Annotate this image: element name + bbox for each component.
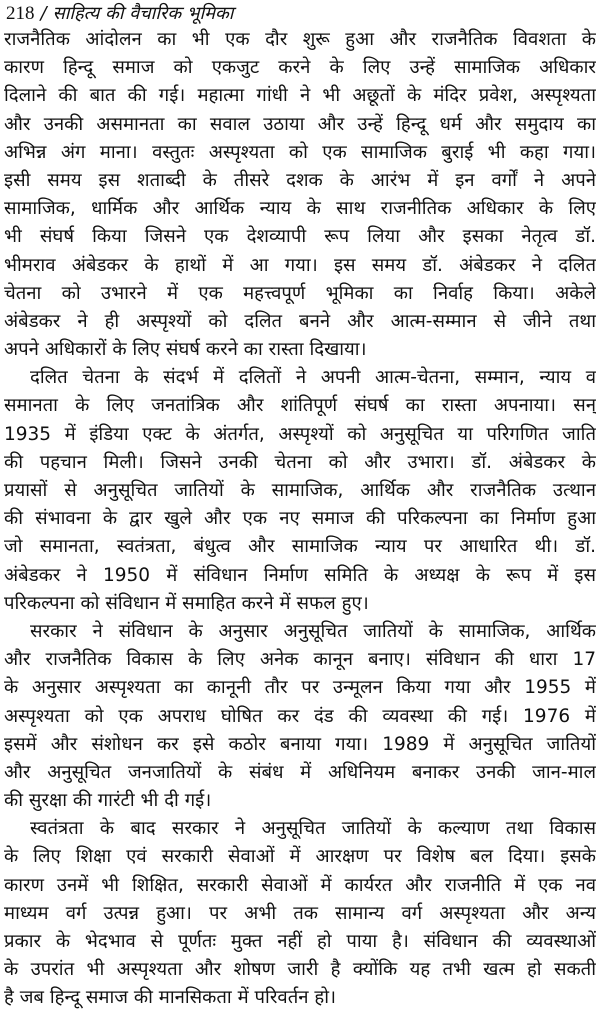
text-line: की पहचान मिली। जिसने उनकी चेतना को और उभारा। डॉ. अंबेडकर के [4, 451, 596, 473]
text-line: की संभावना के द्वार खुले और एक नए समाज की परिकल्पना का निर्माण हुआ [4, 508, 596, 530]
text-line: इसमें और संशोधन कर इसे कठोर बनाया गया। 1989 में अनुसूचित जातियों [4, 733, 596, 755]
text-line: जो समानता, स्वतंत्रता, बंधुत्व और सामाजिक न्याय पर आधारित थी। डॉ. [4, 536, 596, 558]
text-line: भीमराव अंबेडकर के हाथों में आ गया। इस समय डॉ. अंबेडकर ने दलित [4, 254, 596, 276]
text-line: कारण हिन्दू समाज को एकजुट करने के लिए उन्हें सामाजिक अधिकार [4, 57, 596, 79]
text-line: 1935 में इंडिया एक्ट के अंतर्गत, अस्पृश्यों को अनुसूचित या परिगणित जाति [4, 423, 596, 445]
text-line: चेतना को उभारने में एक महत्त्वपूर्ण भूमिका का निर्वाह किया। अकेले [4, 282, 596, 304]
book-title: साहित्य की वैचारिक भूमिका [52, 3, 234, 24]
page-body [4, 26, 596, 1013]
text-line: अभिन्न अंग माना। वस्तुतः अस्पृश्यता को एक सामाजिक बुराई भी कहा गया। [4, 141, 596, 163]
paragraph [4, 815, 596, 1012]
text-line: दलित चेतना के संदर्भ में दलितों ने अपनी आत्म-चेतना, सम्मान, न्याय व [30, 367, 596, 389]
text-line: इसी समय इस शताब्दी के तीसरे दशक के आरंभ में इन वर्गों ने अपने [4, 169, 596, 191]
paragraph [4, 364, 596, 618]
page-number: 218 [6, 3, 35, 24]
text-line: अंबेडकर ने ही अस्पृश्यों को दलित बनने और आत्म-सम्मान से जीने तथा [4, 310, 596, 332]
text-line: सामाजिक, धार्मिक और आर्थिक न्याय के साथ राजनीतिक अधिकार के लिए [4, 198, 596, 220]
text-line: समानता के लिए जनतांत्रिक और शांतिपूर्ण संघर्ष का रास्ता अपनाया। सन् [4, 395, 596, 417]
text-line: सरकार ने संविधान के अनुसार अनुसूचित जातियों के सामाजिक, आर्थिक [30, 620, 596, 642]
header-separator: / [40, 3, 47, 24]
text-line: के लिए शिक्षा एवं सरकारी सेवाओं में आरक्षण पर विशेष बल दिया। इसके [4, 846, 596, 868]
text-line: स्वतंत्रता के बाद सरकार ने अनुसूचित जातियों के कल्याण तथा विकास [30, 818, 596, 840]
text-line: परिकल्पना को संविधान में समाहित करने में सफल हुए। [4, 592, 369, 614]
text-line: राजनैतिक आंदोलन का भी एक दौर शुरू हुआ और राजनैतिक विवशता के [4, 29, 596, 50]
text-line: की सुरक्षा की गारंटी भी दी गई। [4, 790, 212, 812]
text-line: प्रयासों से अनुसूचित जातियों के सामाजिक, आर्थिक और राजनैतिक उत्थान [4, 480, 596, 501]
text-line: कारण उनमें भी शिक्षित, सरकारी सेवाओं में कार्यरत और राजनीति में एक नव [4, 874, 596, 896]
text-line: प्रकार के भेदभाव से पूर्णतः मुक्त नहीं हो पाया है। संविधान की व्यवस्थाओं [4, 931, 596, 952]
paragraph [4, 26, 596, 364]
text-line: भी संघर्ष किया जिसने एक देशव्यापी रूप लिया और इसका नेतृत्व डॉ. [4, 226, 596, 248]
running-header [6, 1, 233, 27]
text-line: है जब हिन्दू समाज की मानसिकता में परिवर्तन हो। [4, 987, 337, 1009]
text-line: अपने अधिकारों के लिए संघर्ष करने का रास्ता दिखाया। [4, 339, 367, 361]
text-line: माध्यम वर्ग उत्पन्न हुआ। पर अभी तक सामान्य वर्ग अस्पृश्यता और अन्य [4, 902, 596, 924]
text-line: के अनुसार अस्पृश्यता का कानूनी तौर पर उन्मूलन किया गया और 1955 में [4, 677, 596, 699]
text-line: दिलाने की बात की गई। महात्मा गांधी ने भी अछूतों के मंदिर प्रवेश, अस्पृश्यता [4, 85, 596, 107]
text-line: अस्पृश्यता को एक अपराध घोषित कर दंड की व्यवस्था की गई। 1976 में [4, 705, 596, 727]
text-line: और राजनैतिक विकास के लिए अनेक कानून बनाए। संविधान की धारा 17 [4, 649, 596, 671]
text-line: अंबेडकर ने 1950 में संविधान निर्माण समिति के अध्यक्ष के रूप में इस [4, 564, 596, 586]
text-line: और अनुसूचित जनजातियों के संबंध में अधिनियम बनाकर उनकी जान-माल [4, 761, 596, 783]
text-line: और उनकी असमानता का सवाल उठाया और उन्हें हिन्दू धर्म और समुदाय का [4, 113, 596, 135]
paragraph [4, 618, 596, 815]
text-line: के उपरांत भी अस्पृश्यता और शोषण जारी है क्योंकि यह तभी खत्म हो सकती [4, 959, 596, 981]
